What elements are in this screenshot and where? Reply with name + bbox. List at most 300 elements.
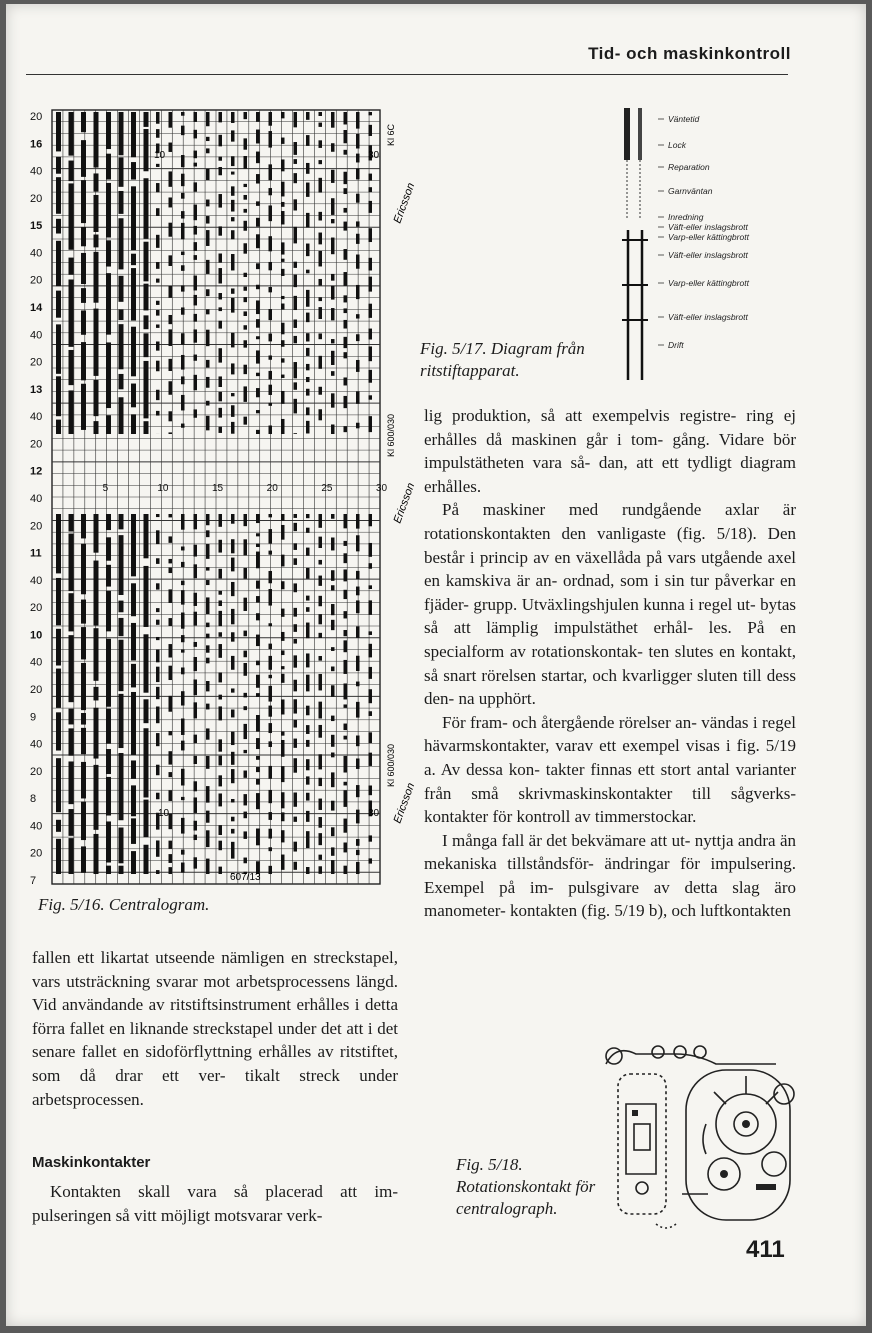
chart-bar-segment <box>206 530 210 537</box>
chart-bar-segment <box>319 387 323 395</box>
signature: Ericsson <box>391 781 418 826</box>
chart-bar-segment <box>181 333 185 344</box>
legend-entry: Väft-eller inslagsbrott <box>668 222 748 232</box>
chart-bar-segment <box>319 123 323 127</box>
left-scale-label: 20 <box>30 192 43 205</box>
chart-bar-segment <box>281 269 285 276</box>
chart-bar-segment <box>206 756 210 769</box>
left-scale-label: 20 <box>30 274 43 287</box>
chart-bar-segment <box>106 591 111 632</box>
chart-bar-segment <box>231 709 235 717</box>
chart-bar-segment <box>156 687 160 699</box>
centralogram-grid <box>52 110 380 884</box>
chart-bar-segment <box>244 243 248 253</box>
chart-bar-segment <box>256 793 260 809</box>
chart-bar-segment <box>156 514 160 517</box>
chart-bar-segment <box>244 663 248 676</box>
chart-bar-segment <box>269 589 273 606</box>
chart-bar-segment <box>306 653 310 667</box>
chart-bar-segment <box>244 195 248 200</box>
chart-bar-segment <box>281 323 285 335</box>
chart-bar-segment <box>269 355 273 359</box>
chart-bar-segment <box>69 112 74 156</box>
chart-bar-segment <box>219 867 223 874</box>
chart-bar-segment <box>369 600 373 615</box>
left-scale-label: 14 <box>30 302 43 314</box>
left-scale-label: 7 <box>30 875 37 887</box>
chart-bar-segment <box>156 235 160 248</box>
chart-bar-segment <box>356 285 360 299</box>
chart-bar-segment <box>94 628 99 681</box>
chart-bar-segment <box>206 514 210 525</box>
chart-bar-segment <box>219 756 223 766</box>
chart-bar-segment <box>219 194 223 208</box>
chart-bar-segment <box>106 154 111 180</box>
chart-bar-segment <box>244 417 248 425</box>
chart-bar-segment <box>356 810 360 824</box>
chart-bar-segment <box>369 753 373 766</box>
chart-bar-segment <box>194 295 198 306</box>
chart-bar-segment <box>56 157 61 174</box>
chart-bar-segment <box>169 666 173 680</box>
legend-entry: Väntetid <box>668 114 700 124</box>
chart-bar-segment <box>269 675 273 678</box>
chart-bar-segment <box>269 656 273 670</box>
left-scale-label: 15 <box>30 220 43 233</box>
chart-bar-segment <box>256 514 260 523</box>
chart-bar-segment <box>206 645 210 652</box>
chart-bar-segment <box>306 290 310 307</box>
chart-bar-segment <box>244 539 248 555</box>
chart-bar-segment <box>106 639 111 707</box>
chart-bar-segment <box>119 618 124 636</box>
chart-bar-segment <box>244 706 248 710</box>
chart-bar-segment <box>331 827 335 836</box>
ritstift-diagram <box>614 100 814 390</box>
rotationskontakt-illustration <box>596 1034 806 1234</box>
chart-bar-segment <box>294 362 298 378</box>
chart-bar-segment <box>331 339 335 343</box>
chart-bar-segment <box>181 818 185 834</box>
figure-rotationskontakt <box>596 1034 806 1239</box>
chart-bar-segment <box>331 667 335 672</box>
chart-bar-segment <box>94 561 99 626</box>
chart-bar-segment <box>119 218 124 269</box>
chart-bar-segment <box>69 390 74 434</box>
chart-bar-segment <box>181 650 185 653</box>
chart-bar-segment <box>156 650 160 663</box>
chart-bar-segment <box>156 262 160 269</box>
chart-bar-segment <box>256 336 260 339</box>
chart-bar-segment <box>256 756 260 760</box>
chart-bar-segment <box>281 674 285 683</box>
chart-bar-segment <box>56 578 61 625</box>
chart-bar-segment <box>169 841 173 849</box>
chart-bar-segment <box>244 831 248 838</box>
chart-bar-segment <box>56 669 61 708</box>
chart-bar-segment <box>356 112 360 129</box>
chart-bar-segment <box>69 728 74 755</box>
chart-bar-segment <box>231 393 235 396</box>
chart-bar-segment <box>156 707 160 724</box>
chart-bar-segment <box>244 771 248 778</box>
chart-bar-segment <box>356 360 360 372</box>
chart-bar-segment <box>69 809 74 836</box>
chart-bar-segment <box>294 699 298 713</box>
chart-bar-segment <box>206 728 210 739</box>
chart-bar-segment <box>131 162 136 180</box>
chart-bar-segment <box>156 390 160 400</box>
chart-bar-segment <box>344 683 348 699</box>
chart-bar-segment <box>231 514 235 524</box>
chart-bar-segment <box>319 833 323 845</box>
chart-bar-segment <box>156 558 160 564</box>
chart-bar-segment <box>281 358 285 362</box>
middle-scale-label: 5 <box>102 483 109 494</box>
chart-bar-segment <box>306 333 310 341</box>
chart-bar-segment <box>294 319 298 327</box>
chart-bar-segment <box>106 273 111 335</box>
chart-bar-segment <box>169 286 173 298</box>
chart-bar-segment <box>194 756 198 764</box>
chart-bar-segment <box>269 706 273 717</box>
chart-bar-segment <box>269 723 273 733</box>
chart-bar-segment <box>131 268 136 320</box>
chart-bar-segment <box>369 689 373 703</box>
chart-bar-segment <box>194 226 198 235</box>
lower-marker: 10 <box>158 808 170 819</box>
chart-bar-segment <box>306 514 310 518</box>
chart-bar-segment <box>281 731 285 735</box>
chart-bar-segment <box>269 287 273 292</box>
chart-bar-segment <box>144 634 149 692</box>
chart-bar-segment <box>219 775 223 786</box>
chart-bar-segment <box>319 754 323 769</box>
chart-bar-segment <box>206 681 210 691</box>
chart-bar-segment <box>294 739 298 748</box>
chart-bar-segment <box>356 535 360 551</box>
chart-bar-segment <box>306 596 310 601</box>
chart-bar-segment <box>269 866 273 874</box>
chart-bar-segment <box>269 164 273 180</box>
chart-bar-segment <box>119 828 124 864</box>
chart-bar-segment <box>231 254 235 270</box>
chart-bar-segment <box>156 183 160 192</box>
chart-bar-segment <box>219 427 223 433</box>
chart-bar-segment <box>281 259 285 262</box>
chart-bar-segment <box>194 242 198 250</box>
chart-bar-segment <box>169 618 173 626</box>
chart-bar-segment <box>331 351 335 365</box>
chart-bar-segment <box>219 376 223 387</box>
chart-bar-segment <box>256 661 260 666</box>
left-column <box>32 946 398 1111</box>
side-label: Kl 6C <box>386 124 396 147</box>
right-paragraph-2: På maskiner med rundgående axlar är rotationskontakten den vanligaste (fig. 5/18). Den består i princip av en växellåda på vars utgående axel en kamskiva är an- ordnad, som i sin tur påverkar en fjäder- grupp. Utväxlingshjulen kunna i regel ut- bytas så att lämplig impulstäthet erhål- les. På en specialform av rotationskontak- ten slutes en kontakt, så snart rörelsen startar, och kvarligger sluten till dess den- na upphört. <box>424 500 796 709</box>
chart-bar-segment <box>306 112 310 120</box>
chart-bar-segment <box>331 371 335 376</box>
chart-bar-segment <box>356 626 360 637</box>
chart-bar-segment <box>94 235 99 248</box>
chart-bar-segment <box>331 801 335 811</box>
chart-bar-segment <box>119 276 124 302</box>
right-paragraph-4: I många fall är det bekvämare att ut- nyttja andra än mekaniska tillståndsför- ändringar för impulsering. Exempel på im- pulsgivare av detta slag äro manometer- kontakten (fig. 5/19 b), och luftkontakten <box>424 830 796 921</box>
chart-bar-segment <box>219 706 223 720</box>
left-scale-label: 20 <box>30 847 43 860</box>
chart-bar-segment <box>356 736 360 747</box>
chart-bar-segment <box>356 234 360 244</box>
left-scale-label: 16 <box>30 138 43 151</box>
chart-bar-segment <box>181 769 185 786</box>
chart-bar-segment <box>119 753 124 820</box>
middle-scale-label: 10 <box>157 483 169 494</box>
chart-bar-segment <box>356 839 360 846</box>
chart-bar-segment <box>281 666 285 669</box>
chart-bar-segment <box>206 597 210 614</box>
chart-bar-segment <box>306 607 310 612</box>
chart-bar-segment <box>369 228 373 242</box>
chart-bar-segment <box>181 562 185 567</box>
chart-bar-segment <box>144 566 149 627</box>
legend-entry: Väft-eller inslagsbrott <box>668 312 748 322</box>
chart-bar-segment <box>256 675 260 688</box>
chart-bar-segment <box>256 285 260 289</box>
top-marker: 30 <box>368 150 380 161</box>
chart-bar-segment <box>319 112 323 116</box>
chart-bar-segment <box>156 608 160 612</box>
chart-bar-segment <box>306 867 310 874</box>
chart-bar-segment <box>106 514 111 530</box>
chart-bar-segment <box>294 296 298 310</box>
chart-bar-segment <box>369 543 373 557</box>
chart-bar-segment <box>306 364 310 370</box>
chart-bar-segment <box>81 112 86 132</box>
right-paragraph-3: För fram- och återgående rörelser an- vändas i regel hävarmskontakter, varav ett exempel visas i fig. 5/19 a. Av dessa kon- takter finnas ett stort antal varianter från små skrivmaskinskontakter till sågverks- kontakter för kontroll av timmerstockar. <box>424 712 796 827</box>
chart-bar-segment <box>219 307 223 311</box>
chart-bar-segment <box>181 741 185 751</box>
chart-bar-segment <box>169 589 173 603</box>
chart-bar-segment <box>331 570 335 581</box>
chart-bar-segment <box>369 711 373 716</box>
chart-bar-segment <box>206 544 210 559</box>
chart-bar-segment <box>269 334 273 342</box>
left-scale-label: 40 <box>30 820 43 833</box>
ritstift-legend <box>658 114 750 350</box>
chart-bar-segment <box>231 172 235 175</box>
chart-bar-segment <box>306 831 310 848</box>
chart-bar-segment <box>169 432 173 434</box>
chart-bar-segment <box>206 634 210 639</box>
chart-bar-segment <box>281 699 285 714</box>
chart-bar-segment <box>306 675 310 692</box>
chart-bar-segment <box>331 424 335 434</box>
chart-bar-segment <box>194 163 198 167</box>
chart-bar-segment <box>294 433 298 434</box>
chart-bar-segment <box>194 821 198 831</box>
chart-bar-segment <box>369 329 373 340</box>
chart-bar-segment <box>144 699 149 723</box>
chart-bar-segment <box>156 324 160 327</box>
chart-bar-segment <box>269 790 273 803</box>
chart-bar-segment <box>356 656 360 671</box>
chart-bar-segment <box>306 348 310 356</box>
legend-entry: Inredning <box>668 212 704 222</box>
left-scale-label: 13 <box>30 383 43 396</box>
chart-bar-segment <box>219 392 223 401</box>
chart-bar-segment <box>344 611 348 618</box>
chart-bar-segment <box>306 548 310 556</box>
legend-entry: Reparation <box>668 162 710 172</box>
chart-bar-segment <box>194 329 198 342</box>
chart-bar-segment <box>231 186 235 195</box>
chart-bar-segment <box>269 529 273 543</box>
chart-bar-segment <box>94 112 99 168</box>
chart-bar-segment <box>319 799 323 810</box>
chart-bar-segment <box>194 642 198 647</box>
chart-bar-segment <box>294 862 298 870</box>
chart-bar-segment <box>356 221 360 226</box>
chart-bar-segment <box>369 277 373 292</box>
chart-bar-segment <box>281 296 285 299</box>
chart-bar-segment <box>294 142 298 155</box>
chart-bar-segment <box>306 270 310 274</box>
chart-bar-segment <box>219 514 223 527</box>
chart-bar-segment <box>244 311 248 316</box>
chart-bar-segment <box>219 254 223 263</box>
chart-bar-segment <box>269 262 273 270</box>
chart-bar-segment <box>369 258 373 271</box>
chart-bar-segment <box>281 855 285 870</box>
chart-bar-segment <box>219 611 223 626</box>
chart-bar-segment <box>244 812 248 819</box>
chart-bar-segment <box>131 664 136 688</box>
chart-bar-segment <box>269 812 273 820</box>
chart-bar-segment <box>344 590 348 599</box>
chart-bar-segment <box>369 585 373 589</box>
chart-bar-segment <box>244 184 248 187</box>
chart-bar-segment <box>369 125 373 136</box>
chart-bar-segment <box>231 842 235 859</box>
chart-bar-segment <box>244 221 248 231</box>
chart-bar-segment <box>319 614 323 624</box>
chart-bar-segment <box>169 696 173 712</box>
chart-bar-segment <box>244 631 248 637</box>
chart-bar-segment <box>181 223 185 239</box>
chart-bar-segment <box>306 568 310 579</box>
chart-bar-segment <box>194 797 198 813</box>
chart-bar-segment <box>194 545 198 557</box>
chart-bar-segment <box>181 590 185 604</box>
chart-bar-segment <box>231 817 235 822</box>
chart-bar-segment <box>269 131 273 148</box>
legend-entry: Varp-eller kättingbrott <box>668 278 749 288</box>
chart-bar-segment <box>194 781 198 791</box>
chart-bar-segment <box>269 371 273 379</box>
chart-bar-segment <box>369 187 373 192</box>
chart-bar-segment <box>369 174 373 181</box>
chart-bar-segment <box>69 593 74 631</box>
chart-bar-segment <box>319 576 323 586</box>
chart-bar-segment <box>219 540 223 553</box>
chart-bar-segment <box>306 377 310 382</box>
chart-bar-segment <box>319 855 323 860</box>
chart-bar-segment <box>119 514 124 529</box>
chart-bar-segment <box>256 533 260 536</box>
chart-bar-segment <box>244 297 248 302</box>
chart-bar-segment <box>281 525 285 540</box>
chart-bar-segment <box>294 624 298 632</box>
chart-bar-segment <box>131 851 136 874</box>
chart-bar-segment <box>219 632 223 637</box>
chart-bar-segment <box>369 667 373 679</box>
chart-bar-segment <box>194 375 198 390</box>
chart-bar-segment <box>306 793 310 801</box>
chart-bar-segment <box>269 425 273 434</box>
chart-bar-segment <box>81 288 86 303</box>
chart-bar-segment <box>344 222 348 231</box>
chart-bar-segment <box>144 728 149 797</box>
chart-bar-segment <box>244 598 248 611</box>
chart-bar-segment <box>344 208 348 213</box>
chart-bar-segment <box>344 172 348 184</box>
chart-bar-segment <box>169 315 173 324</box>
chart-bar-segment <box>94 309 99 376</box>
chart-bar-segment <box>131 583 136 616</box>
chart-bar-segment <box>269 741 273 747</box>
chart-bar-segment <box>194 593 198 606</box>
chart-bar-segment <box>319 596 323 606</box>
chart-bar-segment <box>56 514 61 573</box>
chart-bar-segment <box>181 126 185 136</box>
chart-bar-segment <box>294 112 298 127</box>
chart-bar-segment <box>294 583 298 592</box>
trace-segment <box>624 108 630 160</box>
chart-bar-segment <box>256 218 260 227</box>
chart-bar-segment <box>156 870 160 874</box>
chart-bar-segment <box>269 644 273 650</box>
legend-entry: Drift <box>668 340 684 350</box>
chart-bar-segment <box>194 679 198 695</box>
chart-bar-segment <box>219 157 223 161</box>
chart-bar-segment <box>219 135 223 147</box>
chart-bar-segment <box>169 381 173 395</box>
chart-bar-segment <box>169 112 173 128</box>
chart-bar-segment <box>144 242 149 282</box>
chart-bar-segment <box>181 307 185 314</box>
chart-bar-segment <box>344 320 348 329</box>
chart-bar-segment <box>169 854 173 863</box>
chart-bar-segment <box>194 255 198 260</box>
chart-bar-segment <box>344 249 348 260</box>
chart-bar-segment <box>281 792 285 808</box>
chart-bar-segment <box>219 226 223 235</box>
left-scale-label: 20 <box>30 520 43 533</box>
chart-bar-segment <box>244 386 248 401</box>
left-scale-label: 40 <box>30 656 43 669</box>
figure-5-17-caption: Fig. 5/17. Diagram från ritstiftapparat. <box>420 339 585 380</box>
chart-bar-segment <box>319 674 323 690</box>
chart-bar-segment <box>169 790 173 801</box>
chart-bar-segment <box>194 835 198 840</box>
chart-bar-segment <box>269 829 273 839</box>
chart-bar-segment <box>344 112 348 124</box>
chart-bar-segment <box>269 847 273 851</box>
chart-bar-segment <box>294 514 298 518</box>
chart-bar-segment <box>331 274 335 281</box>
chart-bar-segment <box>94 834 99 874</box>
chart-bar-segment <box>231 288 235 293</box>
chart-bar-segment <box>81 544 86 595</box>
